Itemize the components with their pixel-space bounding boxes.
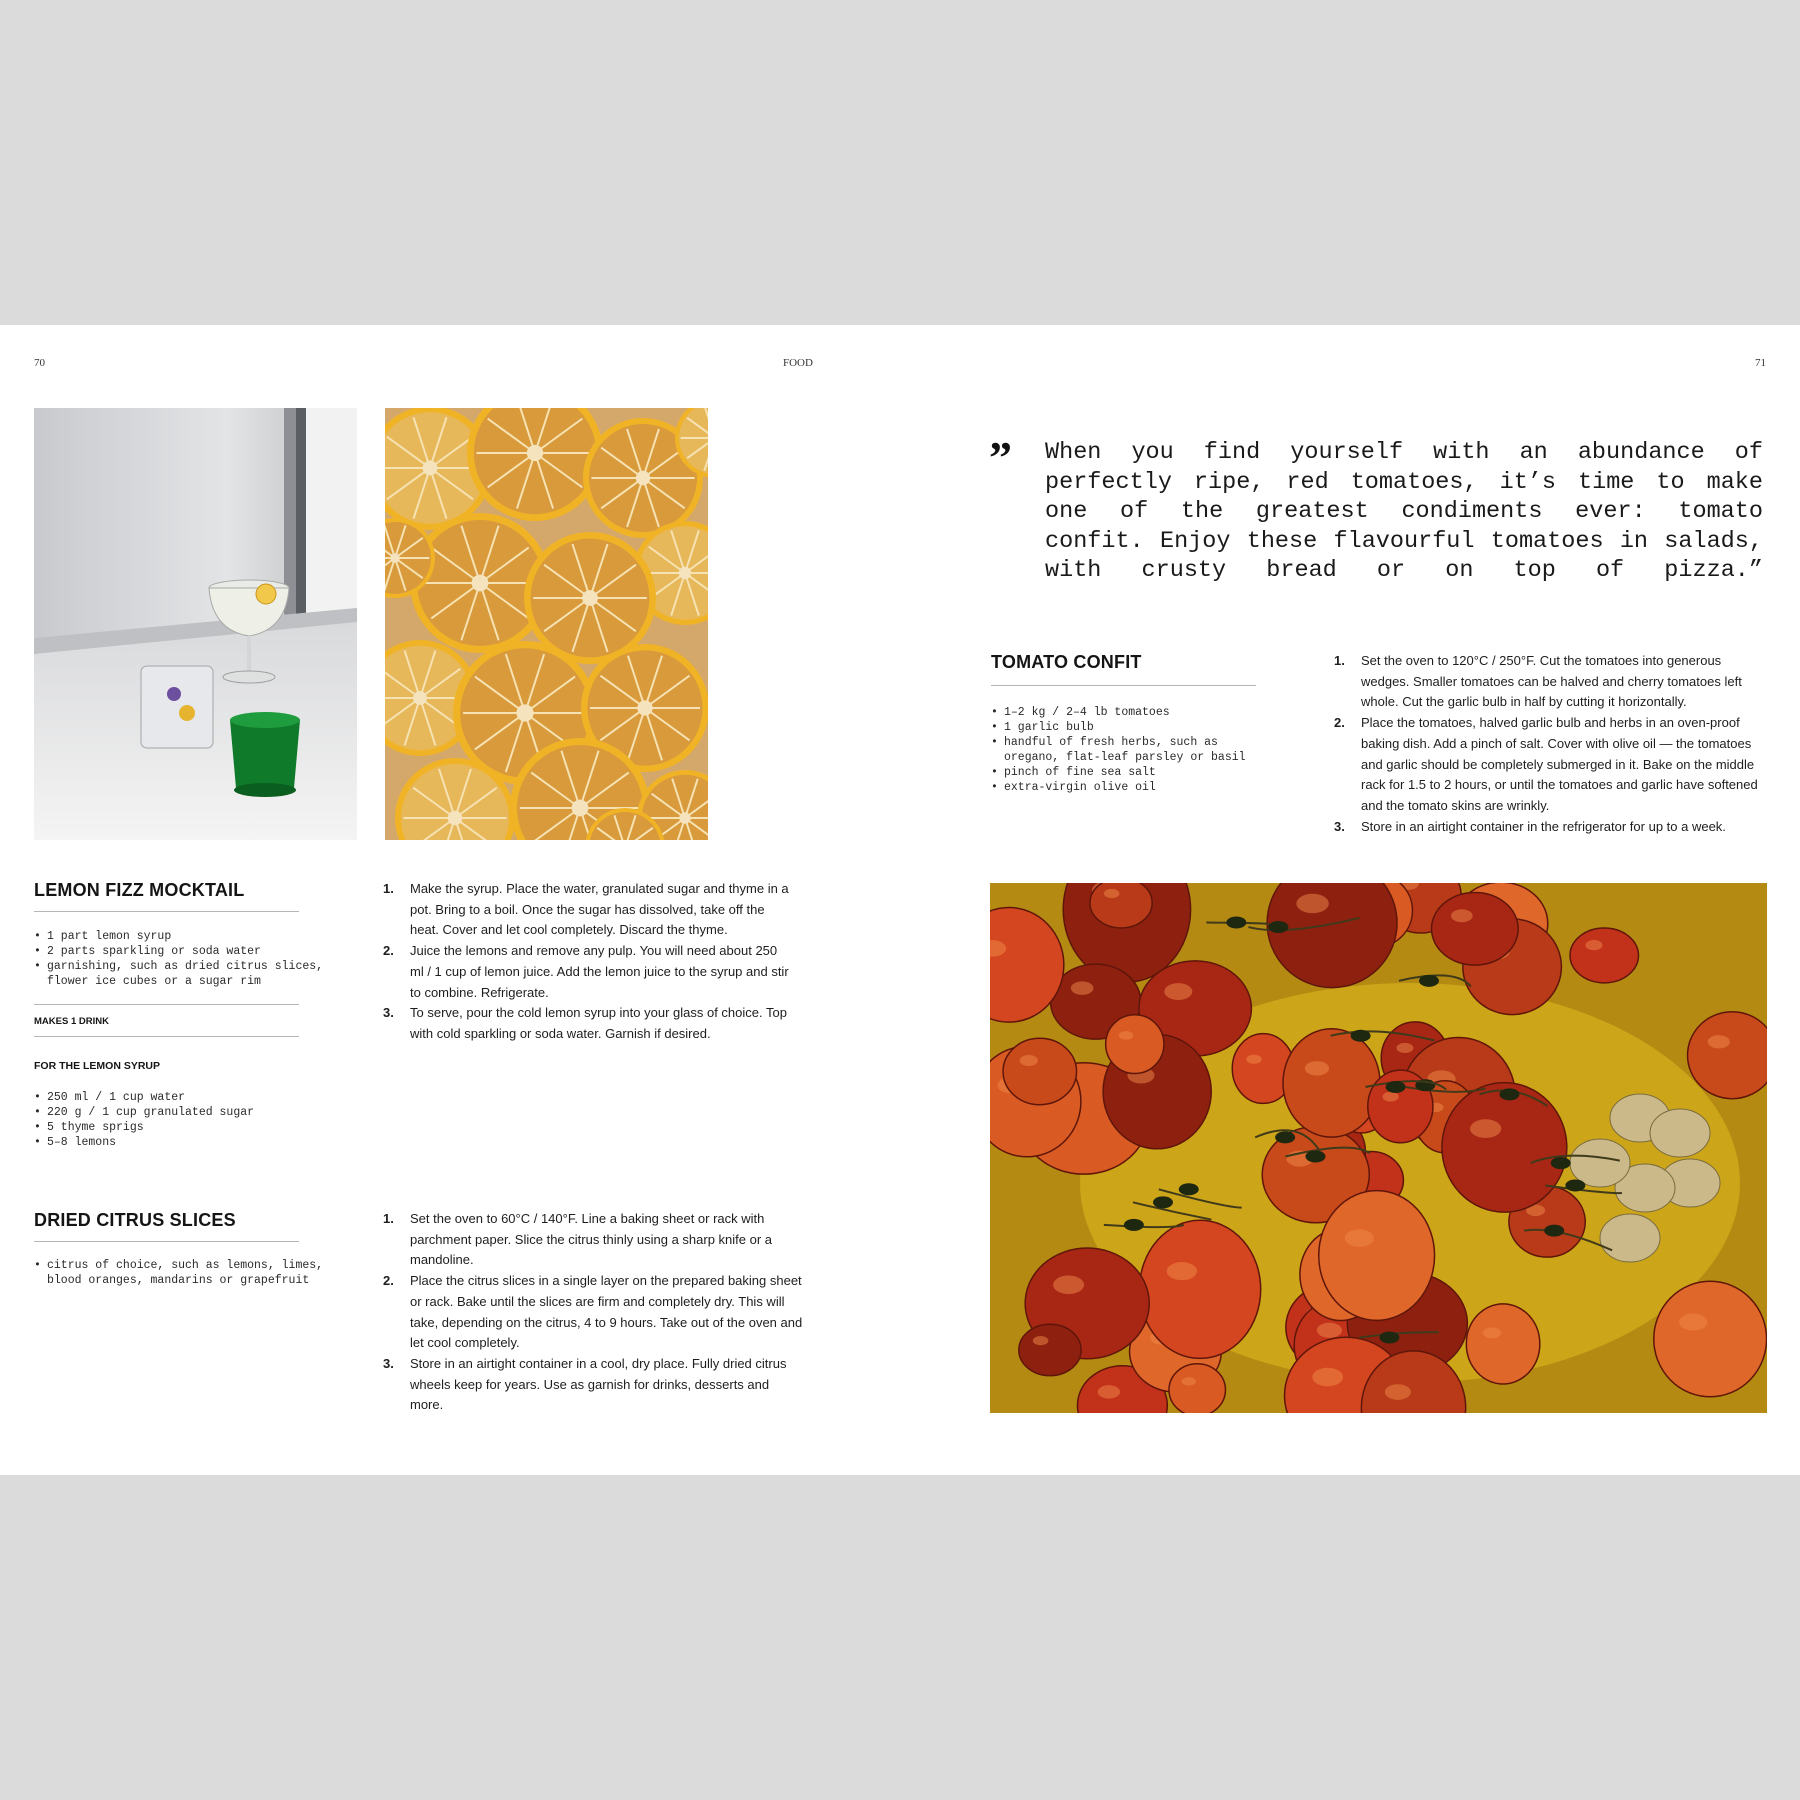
tomato-confit-title: TOMATO CONFIT — [991, 652, 1142, 672]
dried-citrus-photo — [385, 408, 708, 840]
divider — [34, 1241, 299, 1242]
list-item: • pinch of fine sea salt — [991, 765, 1256, 780]
lemon-fizz-ingredients — [34, 929, 324, 989]
divider — [34, 1036, 299, 1037]
step-item: 2. Place the tomatoes, halved garlic bulb and herbs in an oven-proof baking dish. Add a pinch of salt. Cover with olive oil — the tomatoes and garlic should be completely submerged in it. Bake on the middle rack for 1.5 to 2 hours, or until the tomatoes and garlic have softened and the tomato skins are wrinkly. — [1334, 715, 1758, 813]
step-item: 2. Juice the lemons and remove any pulp. You will need about 250 ml / 1 cup of lemon juice. Add the lemon juice to the syrup and stir to combine. Refrigerate. — [383, 943, 789, 1000]
step-item: 1. Make the syrup. Place the water, granulated sugar and thyme in a pot. Bring to a boil. Once the sugar has dissolved, take off the heat. Cover and let cool completely. Discard the thyme. — [383, 881, 789, 938]
lemon-fizz-title: LEMON FIZZ MOCKTAIL — [34, 880, 245, 900]
section-title: FOOD — [783, 357, 813, 369]
magazine-spread — [0, 325, 1800, 1475]
list-item: • 1–2 kg / 2–4 lb tomatoes — [991, 705, 1256, 720]
yield-label: MAKES 1 DRINK — [34, 1016, 109, 1027]
roasted-tomatoes-photo — [990, 883, 1767, 1413]
step-item: 1. Set the oven to 60°C / 140°F. Line a baking sheet or rack with parchment paper. Slice the citrus thinly using a sharp knife or a mandoline. — [383, 1211, 773, 1268]
list-item: • 5–8 lemons — [34, 1135, 324, 1150]
step-item: 3. To serve, pour the cold lemon syrup into your glass of choice. Top with cold sparkling or soda water. Garnish if desired. — [383, 1005, 787, 1041]
mocktail-photo — [34, 408, 357, 840]
divider — [991, 685, 1256, 686]
list-item: • 220 g / 1 cup granulated sugar — [34, 1105, 324, 1120]
list-item: • 250 ml / 1 cup water — [34, 1090, 324, 1105]
dried-citrus-ingredients — [34, 1258, 324, 1288]
list-item: • 1 garlic bulb — [991, 720, 1256, 735]
divider — [34, 1004, 299, 1005]
tomato-confit-steps — [1334, 651, 1766, 837]
page-number-right: 71 — [1755, 357, 1766, 369]
tomato-confit-ingredients — [991, 705, 1256, 795]
step-item: 3. Store in an airtight container in a cool, dry place. Fully dried citrus wheels keep for years. Use as garnish for drinks, desserts and more. — [383, 1355, 787, 1413]
quote-mark: ” — [989, 432, 1012, 483]
list-item: • 5 thyme sprigs — [34, 1120, 324, 1135]
syrup-heading: FOR THE LEMON SYRUP — [34, 1060, 161, 1072]
step-item: 2. Place the citrus slices in a single layer on the prepared baking sheet or rack. Bake until the slices are firm and completely dry. This will take, depending on the citrus, 4 to 9 hours. Take out of the oven and let cool completely. — [383, 1273, 803, 1351]
divider — [34, 911, 299, 912]
step-item: 3. Store in an airtight container in the refrigerator for up to a week. — [1334, 818, 1726, 834]
page-number-left: 70 — [34, 357, 45, 369]
step-item: 1. Set the oven to 120°C / 250°F. Cut the tomatoes into generous wedges. Smaller tomatoes can be halved and cherry tomatoes left whole. Cut the garlic bulb in half by cutting it horizontally. — [1334, 653, 1742, 710]
list-item: • 1 part lemon syrup — [34, 929, 324, 944]
list-item: • citrus of choice, such as lemons, limes, blood oranges, mandarins or grapefruit — [34, 1258, 324, 1288]
pull-quote: When you find yourself with an abundance of perfectly ripe, red tomatoes, it’s time to make one of the greatest condiments ever: tomato confit. Enjoy these flavourful tomatoes in salads, with crusty bread or on top of pizza.” — [1045, 439, 1763, 584]
list-item: • extra-virgin olive oil — [991, 780, 1256, 795]
dried-citrus-title: DRIED CITRUS SLICES — [34, 1210, 236, 1230]
list-item: • garnishing, such as dried citrus slices, flower ice cubes or a sugar rim — [34, 959, 324, 989]
syrup-ingredients — [34, 1090, 324, 1150]
list-item: • handful of fresh herbs, such as oregano, flat-leaf parsley or basil — [991, 735, 1256, 765]
dried-citrus-steps — [383, 1209, 803, 1416]
list-item: • 2 parts sparkling or soda water — [34, 944, 324, 959]
lemon-fizz-steps — [383, 879, 793, 1045]
